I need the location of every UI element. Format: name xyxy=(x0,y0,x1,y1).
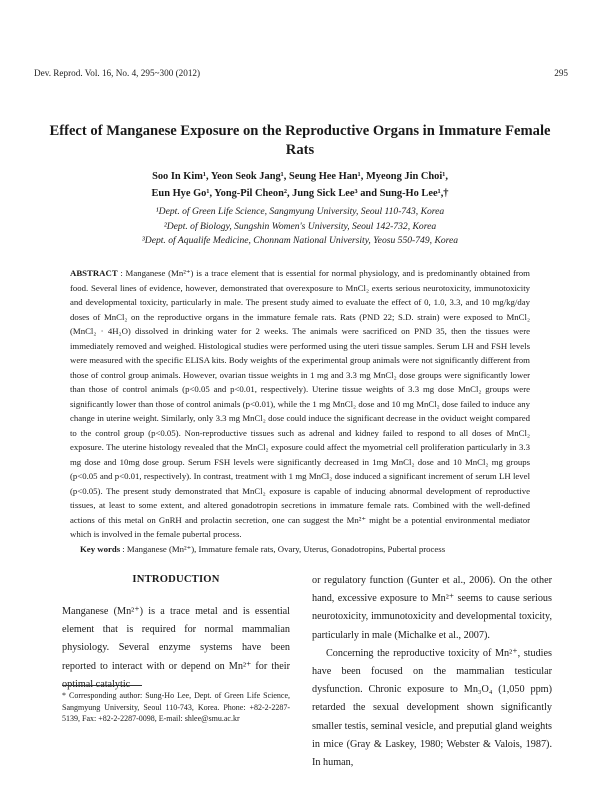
intro-paragraph-1-continued: or regulatory function (Gunter et al., 2006). On the other hand, excessive exposure to Mn²⁺ seems to cause serious neurotoxicity, immunotoxicity and developmental toxicity, particularly in male (Michalke et al., 2007). xyxy=(312,575,552,641)
affiliation-2: ²Dept. of Biology, Sungshin Women's University, Seoul 142-732, Korea xyxy=(163,220,437,232)
running-header xyxy=(34,68,568,78)
author-line-2: Eun Hye Go¹, Yong-Pil Cheon², Jung Sick Lee³ and Sung-Ho Lee¹,† xyxy=(151,188,449,199)
page-number: 295 xyxy=(554,68,568,78)
left-column xyxy=(62,572,290,694)
footnote-divider xyxy=(62,685,142,686)
keywords-label: Key words xyxy=(80,544,121,554)
abstract xyxy=(70,266,530,542)
keywords xyxy=(80,543,540,556)
paper-title: Effect of Manganese Exposure on the Reproductive Organs in Immature Female Rats xyxy=(49,123,551,158)
abstract-label: ABSTRACT xyxy=(70,268,118,278)
journal-citation: Dev. Reprod. Vol. 16, No. 4, 295~300 (2012) xyxy=(34,68,201,78)
affiliation-1: ¹Dept. of Green Life Science, Sangmyung University, Seoul 110-743, Korea xyxy=(155,206,445,217)
corresponding-author-footnote: * Corresponding author: Sung-Ho Lee, Dept. of Green Life Science, Sangmyung University, Seoul 110-743, Korea. Phone: +82-2-2287-5139, Fax: +82-2-2287-0098, E-mail: shlee@smu.ac.kr xyxy=(62,691,290,723)
affiliation-3: ³Dept. of Aqualife Medicine, Chonnam National University, Yeosu 550-749, Korea xyxy=(141,235,459,246)
section-heading-introduction: INTRODUCTION xyxy=(132,574,220,585)
intro-paragraph-1: Manganese (Mn²⁺) is a trace metal and is essential element that is required for normal mammalian physiology. Several enzyme systems have been reported to interact with or depend on Mn²⁺ for their optimal catalytic xyxy=(62,606,290,690)
keywords-text: : Manganese (Mn²⁺), Immature female rats, Ovary, Uterus, Gonadotropins, Pubertal process xyxy=(120,544,446,554)
intro-paragraph-2: Concerning the reproductive toxicity of Mn²⁺, studies have been focused on the mammalian testicular dysfunction. Chronic exposure to Mn₃O₄ (1,050 ppm) retarded the sexual development shown significantly smaller testis, seminal vesicle, and preputial gland weights in mice (Gray & Laskey, 1980; Webster & Valois, 1987). In human, xyxy=(312,647,552,769)
author-line-1: Soo In Kim¹, Yeon Seok Jang¹, Seung Hee Han¹, Myeong Jin Choi¹, xyxy=(152,171,448,182)
right-column xyxy=(312,572,552,772)
author-list xyxy=(40,168,560,202)
abstract-text: : Manganese (Mn²⁺) is a trace element that is essential for normal physiology, and is predominantly obtained from food. Several lines of evidence, however, demonstrated that overexposure to MnCl₂ exerts serious neurotoxicity, immunotoxicity and developmental toxicity, particularly in male. The present study aimed to evaluate the effect of 0, 1.0, 3.3, and 10 mg/kg/day doses of MnCl₂ on the reproductive organs in the immature female rats. Rats (PND 22; S.D. strain) were exposed to MnCl₂ (MnCl₂ · 4H₂O) dissolved in drinking water for 2 weeks. The animals were sacrificed on PND 35, then the tissues were immediately removed and weighed. Histological studies were performed using the uteri tissue samples. Serum LH and FSH levels were measured with the specific ELISA kits. Body weights of the experimental group animals were not significantly different from those of control group animals. However, ovarian tissue weights in 1 mg and 3.3 mg MnCl₂ dose groups were significantly lower than those of control animals (p<0.05 and p<0.01, respectively). Uterine tissue weights of 3.3 mg dose MnCl₂ groups were significantly lower than those of control animals (p<0.01), while the 1 mg MnCl₂ dose and 10 mg MnCl₂ dose failed to induce any change in uterine weight. Similarly, only 3.3 mg MnCl₂ dose could induce the significant decrease in the oviduct weight compared to the control group (p<0.05). Non-reproductive tissues such as adrenal and kidney failed to respond to all doses of MnCl₂ exposure. The uterine histology revealed that the MnCl₂ exposure could affect the myometrial cell proliferation particularly in 3.3 mg dose and 10mg dose group. Serum FSH levels were significantly decreased in 1mg MnCl₂ dose and 10 MnCl₂ mg groups (p<0.05 and p<0.01, respectively). In contrast, treatment with 1 mg MnCl₂ dose induced a significant increment of serum LH level (p<0.05). The present study demonstrated that MnCl₂ exposure is capable of inducing abnormal development of reproductive tissues, at least to some extent, and altered gonadotropin secretions in immature female rats. Combined with the well-defined actions of this metal on GnRH and prolactin secretion, one can suggest the Mn²⁺ might be a potential environmental mediator which is involved in the female pubertal process. xyxy=(70,268,530,539)
affiliations xyxy=(40,205,560,249)
